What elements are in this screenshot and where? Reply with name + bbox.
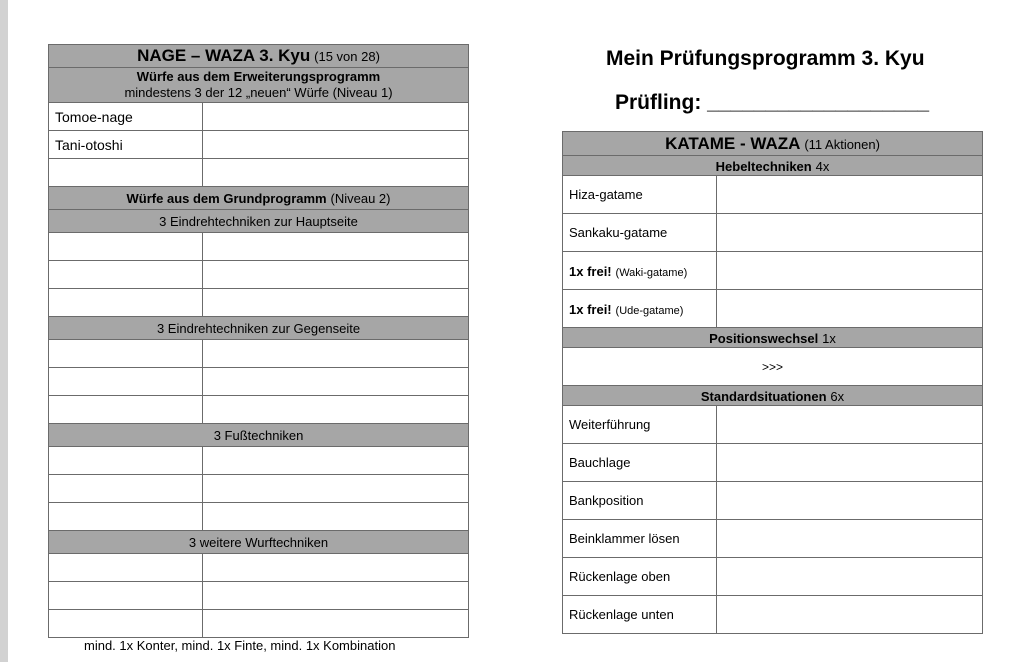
technique-cell: Beinklammer lösen [563, 520, 717, 558]
throw-cell[interactable] [49, 582, 203, 610]
throw-cell[interactable] [49, 447, 203, 475]
entry-cell[interactable] [203, 447, 469, 475]
throw-cell[interactable] [49, 233, 203, 261]
technique-cell [563, 176, 717, 214]
left-scrollbar-gutter [0, 0, 8, 662]
nage-footnote: mind. 1x Konter, mind. 1x Finte, mind. 1x Kombination [84, 638, 396, 653]
technique-note: (Waki-gatame) [615, 266, 688, 279]
section-basic-title: Würfe aus dem Grundprogramm [126, 191, 327, 206]
throw-cell [49, 159, 203, 187]
throw-cell: Tomoe-nage [49, 103, 203, 131]
throw-cell[interactable] [49, 475, 203, 503]
technique-cell: Bankposition [563, 482, 717, 520]
nage-table-title [49, 45, 469, 68]
technique-name: 1x frei! [569, 301, 612, 317]
entry-cell[interactable] [203, 554, 469, 582]
katame-title-count: (11 Aktionen) [804, 136, 880, 152]
entry-cell[interactable] [717, 520, 983, 558]
technique-cell [563, 252, 717, 290]
subsection-opposite-side: 3 Eindrehtechniken zur Gegenseite [49, 317, 469, 340]
section-extended-subtitle: mindestens 3 der 12 „neuen“ Würfe (Niveau 1) [124, 85, 393, 100]
nage-title: NAGE – WAZA 3. Kyu [137, 46, 311, 65]
entry-cell[interactable] [203, 159, 469, 187]
throw-cell[interactable] [49, 261, 203, 289]
entry-cell[interactable] [717, 558, 983, 596]
katame-table-title [563, 132, 983, 156]
position-section-title: Positionswechsel [709, 330, 819, 346]
throw-cell[interactable] [49, 554, 203, 582]
position-section-header [563, 328, 983, 348]
document-page [8, 0, 1024, 662]
program-title: Mein Prüfungsprogramm 3. Kyu [606, 47, 925, 70]
standard-section-count: 6x [830, 388, 845, 404]
entry-cell[interactable] [203, 396, 469, 424]
throw-cell[interactable] [49, 368, 203, 396]
entry-cell[interactable] [717, 176, 983, 214]
entry-cell[interactable] [203, 131, 469, 159]
position-content-cell[interactable]: >>> [563, 348, 983, 386]
throw-cell[interactable] [49, 340, 203, 368]
throw-cell[interactable] [49, 289, 203, 317]
lever-section-title: Hebeltechniken [715, 158, 812, 174]
subsection-main-side: 3 Eindrehtechniken zur Hauptseite [49, 210, 469, 233]
entry-cell[interactable] [203, 475, 469, 503]
entry-cell[interactable] [203, 582, 469, 610]
section-basic-level: (Niveau 2) [330, 191, 391, 206]
throw-cell[interactable] [49, 610, 203, 638]
katame-title: KATAME - WAZA [665, 133, 801, 153]
nage-title-count: (15 von 28) [314, 49, 380, 64]
technique-cell: Rückenlage oben [563, 558, 717, 596]
section-basic-header [49, 187, 469, 210]
entry-cell[interactable] [717, 482, 983, 520]
technique-note: (Ude-gatame) [615, 304, 684, 317]
entry-cell[interactable] [203, 233, 469, 261]
position-section-count: 1x [822, 330, 836, 346]
technique-cell [563, 214, 717, 252]
technique-name: Hiza-gatame [569, 187, 643, 202]
entry-cell[interactable] [203, 340, 469, 368]
entry-cell[interactable] [717, 252, 983, 290]
standard-section-title: Standardsituationen [700, 388, 827, 404]
technique-cell: Rückenlage unten [563, 596, 717, 634]
throw-cell[interactable] [49, 396, 203, 424]
entry-cell[interactable] [203, 289, 469, 317]
technique-name: Sankaku-gatame [569, 225, 668, 240]
entry-cell[interactable] [203, 503, 469, 531]
subsection-further-throws: 3 weitere Wurftechniken [49, 531, 469, 554]
technique-cell: Bauchlage [563, 444, 717, 482]
subsection-foot-techniques: 3 Fußtechniken [49, 424, 469, 447]
technique-name: 1x frei! [569, 263, 612, 279]
entry-cell[interactable] [203, 103, 469, 131]
entry-cell[interactable] [717, 406, 983, 444]
lever-section-count: 4x [815, 158, 830, 174]
throw-cell: Tani-otoshi [49, 131, 203, 159]
katame-waza-table [562, 131, 983, 634]
entry-cell[interactable] [203, 261, 469, 289]
throw-cell[interactable] [49, 503, 203, 531]
standard-section-header [563, 386, 983, 406]
technique-cell [563, 290, 717, 328]
section-extended-title: Würfe aus dem Erweiterungsprogramm [136, 69, 381, 84]
lever-section-header [563, 156, 983, 176]
technique-cell: Weiterführung [563, 406, 717, 444]
entry-cell[interactable] [717, 290, 983, 328]
candidate-label: Prüfling: ___________________ [615, 91, 930, 114]
entry-cell[interactable] [203, 610, 469, 638]
entry-cell[interactable] [717, 596, 983, 634]
section-extended-header [49, 68, 469, 103]
entry-cell[interactable] [717, 214, 983, 252]
entry-cell[interactable] [203, 368, 469, 396]
entry-cell[interactable] [717, 444, 983, 482]
nage-waza-table [48, 44, 469, 638]
